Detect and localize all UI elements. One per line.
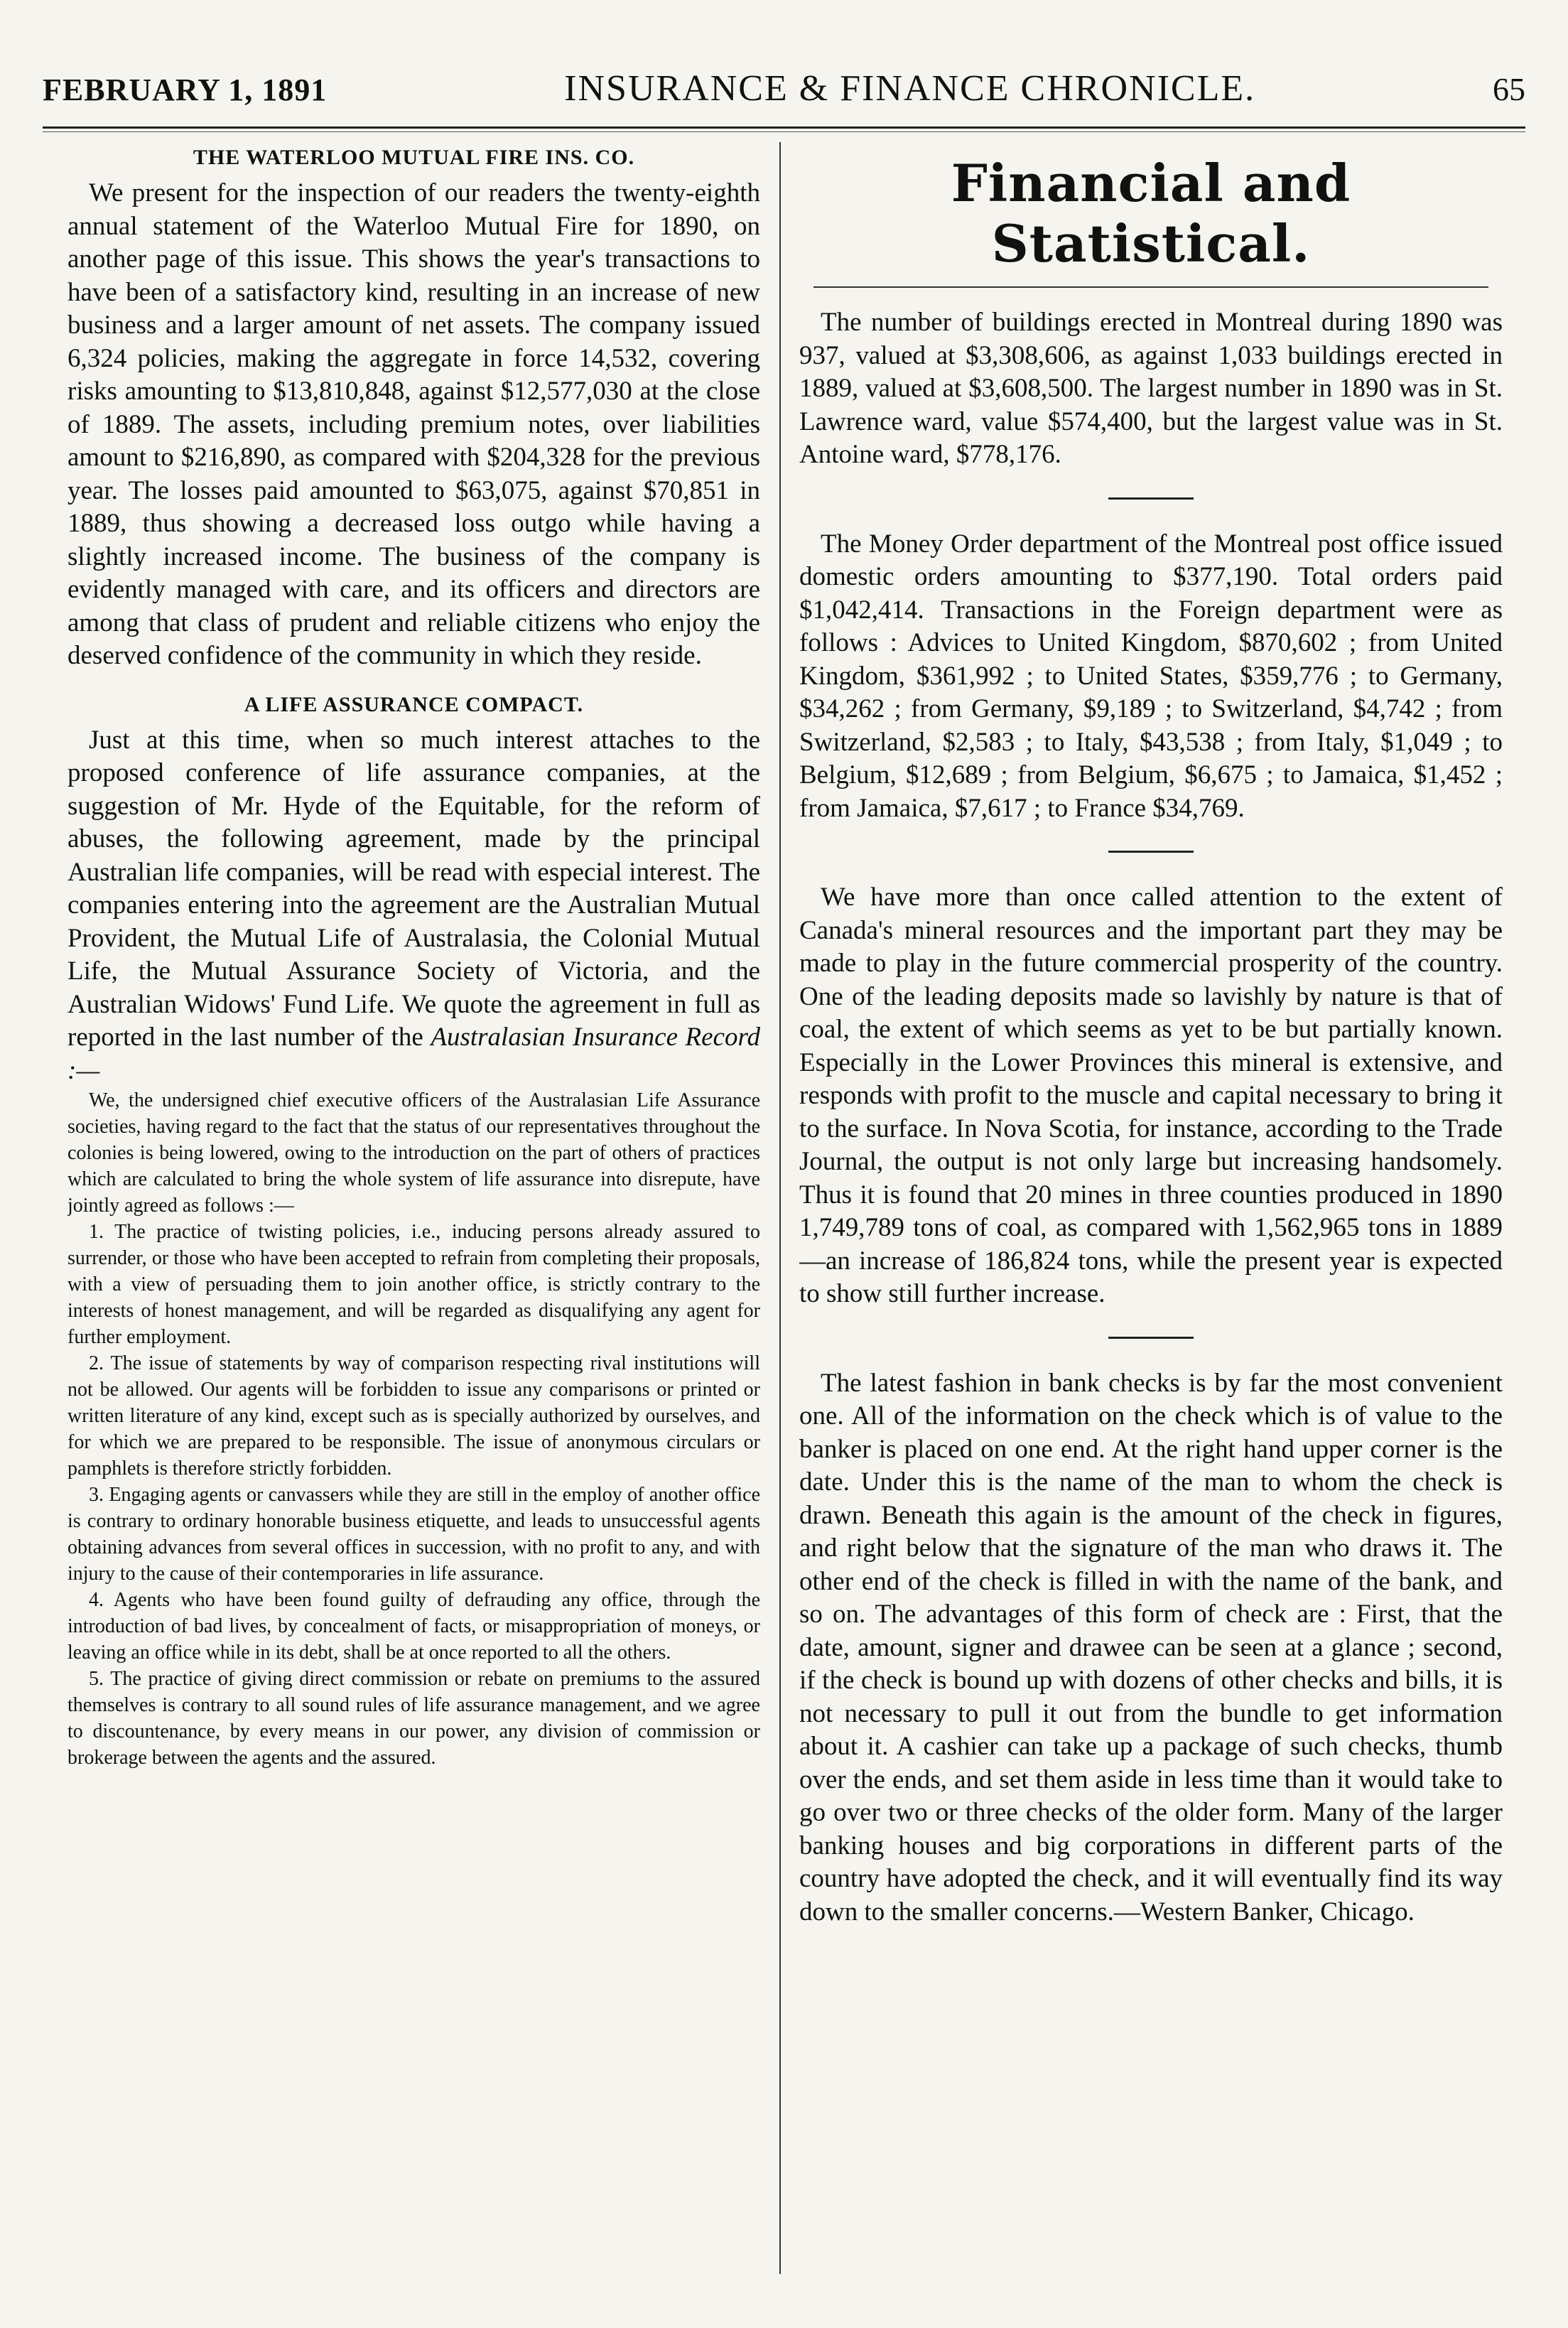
compact-intro bbox=[67, 724, 760, 1088]
compact-headline: A LIFE ASSURANCE COMPACT. bbox=[244, 692, 584, 716]
mineral-resources-item: We have more than once called attention to the extent of Canada's mineral resources and the important part they may be made to play in the future commercial prosperity of the country. One of the leading deposits made so lavishly by nature is that of coal, the extent of which seems as yet to be but partially known. Especially in the Lower Provinces this mineral is extensive, and responds with profit to the muscle and capital necessary to bring it to the surface. In Nova Scotia, for instance, according to the Trade Journal, the output is not only large but increasing handsomely. Thus it is found that 20 mines in three counties produced in 1890 1,749,789 tons of coal, as compared with 1,562,965 tons in 1889—an increase of 186,824 tons, while the present year is expected to show still further increase. bbox=[799, 883, 1503, 1308]
compact-intro-text: Just at this time, when so much interest attaches to the proposed conference of life assurance companies, at the suggestion of Mr. Hyde of the Equitable, for the reform of abuses, the following agreement, made by the principal Australian life companies, will be read with especial interest. The companies entering into the agreement are the Australian Mutual Provident, the Mutual Life of Australasia, the Colonial Mutual Life, the Mutual Assurance Society of Victoria, and the Australian Widows' Fund Life. We quote the agreement in full as reported in the last number of the bbox=[67, 725, 760, 1052]
column-divider bbox=[779, 142, 781, 2274]
header-date: FEBRUARY 1, 1891 bbox=[43, 72, 328, 107]
item-separator bbox=[1108, 497, 1194, 500]
waterloo-headline: THE WATERLOO MUTUAL FIRE INS. CO. bbox=[193, 146, 635, 169]
montreal-buildings-item: The number of buildings erected in Montreal during 1890 was 937, valued at $3,308,606, as against 1,033 buildings erected in 1889, valued at $3,608,500. The largest number in 1890 was in St. Lawrence ward, value $574,400, but the largest value was in St. Antoine ward, $778,176. bbox=[799, 308, 1503, 469]
compact-preamble: We, the undersigned chief executive officers of the Australasian Life Assurance societies, having regard to the fact that the status of our representatives throughout the colonies is being lowered, owing to the introduction on the part of others of practices which are calculated to bring the whole system of life assurance into disrepute, have jointly agreed as follows :— bbox=[67, 1089, 760, 1217]
item-separator bbox=[1108, 851, 1194, 853]
compact-clause-5: 5. The practice of giving direct commission or rebate on premiums to the assured themselves is contrary to all sound rules of life assurance management, and we agree to discountenance, by every means in our power, any division of commission or brokerage between the agents and the assured. bbox=[67, 1668, 760, 1769]
money-order-item: The Money Order department of the Montreal post office issued domestic orders amounting to $377,190. Total orders paid $1,042,414. Transactions in the Foreign department were as follows : Advices to United Kingdom, $870,602 ; from United Kingdom, $361,992 ; to United States, $359,776 ; to Germany, $34,262 ; from Germany, $9,189 ; to Switzerland, $4,742 ; from Switzerland, $2,583 ; to Italy, $43,538 ; from Italy, $1,049 ; to Belgium, $12,689 ; from Belgium, $6,675 ; to Jamaica, $1,452 ; from Jamaica, $7,617 ; to France $34,769. bbox=[799, 529, 1503, 823]
item-separator bbox=[1108, 1337, 1194, 1339]
financial-statistical-masthead: Financial and Statistical. bbox=[951, 153, 1351, 274]
compact-source: Australasian Insurance Record :— bbox=[67, 1023, 760, 1085]
header-title: INSURANCE & FINANCE CHRONICLE. bbox=[564, 68, 1256, 109]
right-column bbox=[799, 146, 1503, 2292]
masthead-rule bbox=[813, 286, 1488, 288]
bank-checks-item: The latest fashion in bank checks is by far the most convenient one. All of the information on the check which is of value to the banker is placed on one end. At the right hand upper corner is the date. Under this is the name of the man to whom the check is drawn. Beneath this again is the amount of the check in figures, and right below that the signature of the man who draws it. The other end of the check is filled in with the name of the bank, and so on. The advantages of this form of check are : First, that the date, amount, signer and drawee can be seen at a glance ; second, if the check is bound up with dozens of other checks and bills, it is not necessary to pull it out from the bundle to get information about it. A cashier can take up a package of such checks, thumb over the ends, and set them aside in less time than it would take to go over two or three checks of the older form. Many of the larger banking houses and big corporations in different parts of the country have adopted the check, and it will eventually find its way down to the smaller concerns.—Western Banker, Chicago. bbox=[799, 1368, 1503, 1926]
page-header bbox=[43, 68, 1525, 124]
waterloo-article: We present for the inspection of our readers the twenty-eighth annual statement of the Waterloo Mutual Fire for 1890, on another page of this issue. This shows the year's transactions to have been of a satisfactory kind, resulting in an increase of new business and a larger amount of net assets. The company issued 6,324 policies, making the aggregate in force 14,532, covering risks amounting to $13,810,848, against $12,577,030 at the close of 1889. The assets, including premium notes, over liabilities amount to $216,890, as compared with $204,328 for the previous year. The losses paid amounted to $63,075, against $70,851 in 1889, thus showing a decreased loss outgo while having a slightly increased income. The business of the company is evidently managed with care, and its officers and directors are among that class of prudent and reliable citizens who enjoy the deserved confidence of the community in which they reside. bbox=[67, 178, 760, 670]
header-rule bbox=[43, 126, 1525, 132]
left-column bbox=[67, 146, 760, 2292]
compact-clause-1: 1. The practice of twisting policies, i.e., inducing persons already assured to surrender, or those who have been accepted to refrain from completing their proposals, with a view of persuading them to join another office, is strictly contrary to the interests of honest management, and will be regarded as disqualifying any agent for further employment. bbox=[67, 1221, 760, 1348]
header-page-number: 65 bbox=[1492, 71, 1525, 107]
compact-clause-2: 2. The issue of statements by way of comparison respecting rival institutions will not be allowed. Our agents will be forbidden to issue any comparisons or printed or written literature of any kind, except such as is specially authorized by ourselves, and for which we are prepared to be responsible. The issue of anonymous circulars or pamphlets is therefore strictly forbidden. bbox=[67, 1352, 760, 1480]
compact-clause-4: 4. Agents who have been found guilty of defrauding any office, through the introduction of bad lives, by concealment of facts, or misappropriation of moneys, or leaving an office while in its debt, shall be at once reported to all the others. bbox=[67, 1589, 760, 1664]
compact-clause-3: 3. Engaging agents or canvassers while they are still in the employ of another office is contrary to ordinary honorable business etiquette, and leads to unsuccessful agents obtaining advances from several offices in succession, with no profit to any, and with injury to the cause of their contemporaries in life assurance. bbox=[67, 1484, 760, 1585]
